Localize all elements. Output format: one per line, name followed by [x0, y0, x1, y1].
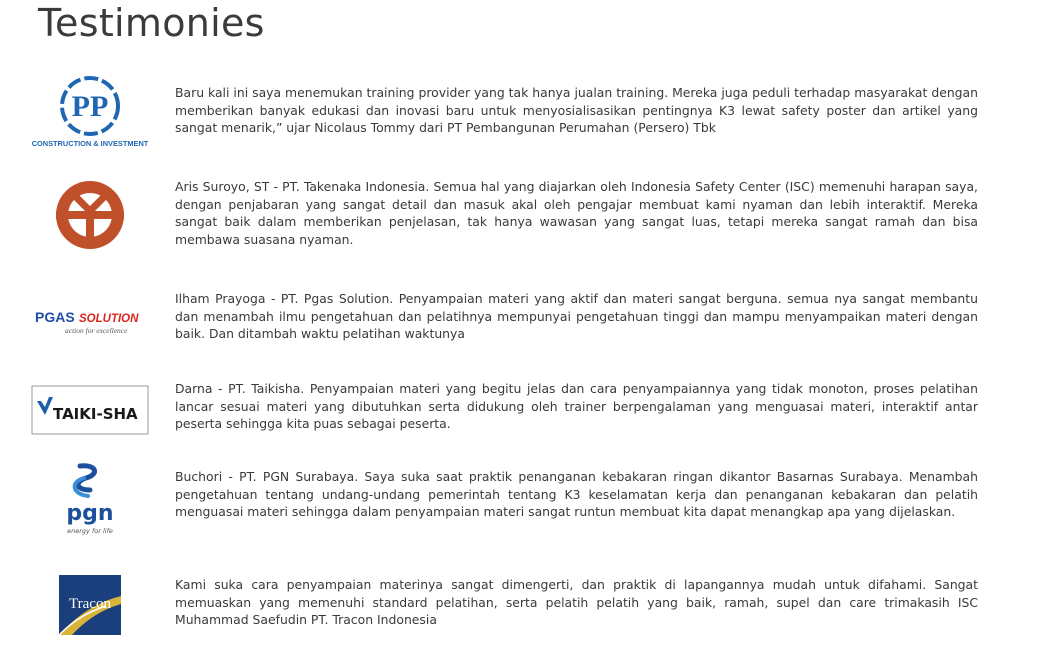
page-title: Testimonies — [38, 1, 265, 45]
pgn-tagline: energy for life — [67, 527, 113, 535]
testimony-text: Ilham Prayoga - PT. Pgas Solution. Penyampaian materi yang aktif dan materi sangat berguna. semua nya sangat membantu dan menambah ilmu pengetahuan dan pelatihnya mempunyai pengetahuan tinggi dan mampu menyampaikan materi dengan baik. Dan ditambah waktu pelatihan waktunya — [175, 291, 978, 342]
testimony-text: Baru kali ini saya menemukan training provider yang tak hanya jualan training. Mereka juga peduli terhadap masyarakat dengan memberikan banyak edukasi dan inovasi baru untuk menyosialisasikan pentingnya K3 lewat safety poster dan artikel yang sangat menarik,” ujar Nicolaus Tommy dari PT Pembangunan Perumahan (Persero) Tbk — [175, 85, 978, 136]
takenaka-logo-icon — [53, 178, 127, 252]
testimony-text: Kami suka cara penyampaian materinya sangat dimengerti, dan praktik di lapangannya mudah untuk difahami. Sangat memuaskan yang memenuhi standard pelatihan, serta pelatih pelatih yang baik, ramah, supel dan care trimakasih ISC Muhammad Saefudin PT. Tracon Indonesia — [175, 577, 978, 628]
tracon-label: Tracon — [69, 596, 111, 612]
takenaka-logo — [20, 178, 160, 252]
taikisha-label: TAIKI-SHA — [53, 405, 138, 423]
taikisha-logo — [20, 384, 160, 436]
pp-logo-caption: CONSTRUCTION & INVESTMENT — [31, 139, 149, 148]
testimony-text: Aris Suroyo, ST - PT. Takenaka Indonesia. Semua hal yang diajarkan oleh Indonesia Safety Center (ISC) memenuhi harapan saya, dengan penjabaran yang sangat detail dan masuk akal oleh pengajar membuat kami nyaman dan lebih interaktif. Mereka sangat baik dalam memberikan penjelasan, tak hanya wawasan yang sangat luas, tetapi mereka sangat ramah dan bisa membawa suasana nyaman. — [175, 179, 978, 247]
pgn-logo-icon — [50, 460, 130, 538]
taikisha-logo-icon — [31, 385, 149, 435]
pgas-solution-logo — [20, 294, 160, 344]
pgas-solution-logo-icon — [25, 294, 155, 344]
solution-word: SOLUTION — [79, 313, 139, 325]
pgn-label: pgn — [66, 501, 114, 526]
tracon-logo — [20, 574, 160, 636]
pgn-logo — [20, 460, 160, 538]
pp-logo — [20, 74, 160, 150]
tracon-logo-icon — [58, 574, 122, 636]
pgas-word: PGAS — [35, 309, 75, 325]
pp-logo-letters: PP — [71, 90, 109, 123]
pgas-tagline: action for excellence — [65, 326, 128, 335]
testimony-text: Buchori - PT. PGN Surabaya. Saya suka saat praktik penanganan kebakaran ringan dikantor Basarnas Surabaya. Menambah pengetahuan tentang undang-undang pemerintah tentang K3 keselamatan kerja dan penanganan kebakaran dan pelatih menguasai materi sehingga dalam penyampaian materi sangat runtun membuat kita dapat menangkap apa yang dijelaskan. — [175, 469, 978, 520]
pp-logo-icon — [25, 74, 155, 150]
testimony-text: Darna - PT. Taikisha. Penyampaian materi yang begitu jelas dan cara penyampaiannya yang tidak monoton, proses pelatihan lancar sesuai materi yang dibutuhkan serta didukung oleh trainer berpengalaman yang menguasai materi, interaktif antar peserta sehingga kita puas sebagai peserta. — [175, 381, 978, 432]
